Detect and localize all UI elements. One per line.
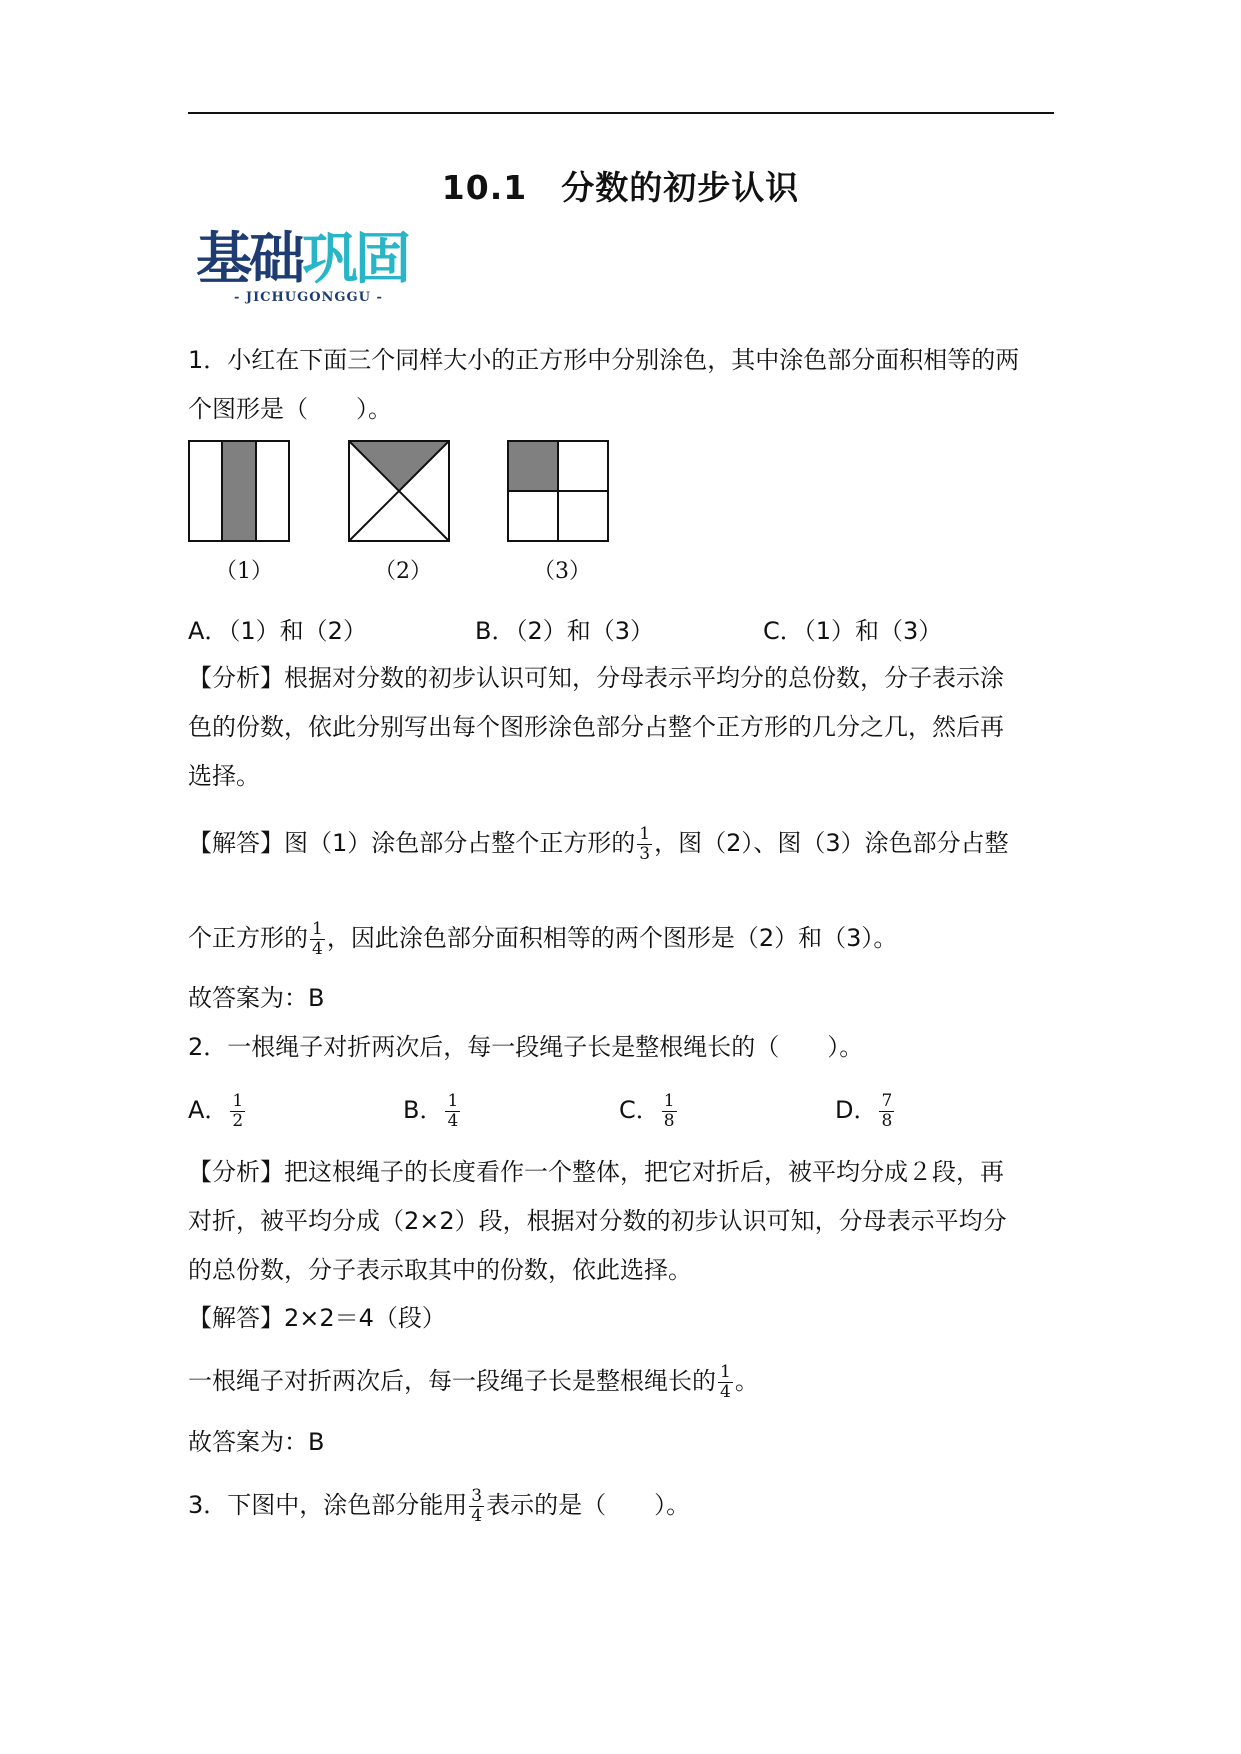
q2-answer-line2	[188, 1352, 759, 1410]
fraction: $\frac{7}{8}$	[881, 1090, 893, 1131]
fraction: $\frac{1}{4}$	[447, 1090, 459, 1131]
page-title	[0, 162, 1241, 209]
q2-analysis-line3: 的总份数，分子表示取其中的份数，依此选择。	[188, 1256, 692, 1284]
q2-line1: 2．一根绳子对折两次后，每一段绳子长是整根绳长的（ ）。	[188, 1033, 864, 1061]
q1-option-a: A．（1）和（2）	[188, 617, 367, 645]
fraction: $\frac{3}{4}$	[471, 1485, 483, 1526]
analysis-label: 【分析】	[188, 1158, 284, 1186]
q2-answer-text1: 2×2＝4（段）	[284, 1304, 446, 1332]
q1-answer-text2a: 个正方形的	[188, 924, 308, 952]
q1-caption-2: （2）	[374, 559, 432, 584]
q1-analysis-line3: 选择。	[188, 762, 260, 790]
q1-analysis-line2: 色的份数，依此分别写出每个图形涂色部分占整个正方形的几分之几，然后再	[188, 713, 1004, 741]
q3-text-a: 3．下图中，涂色部分能用	[188, 1491, 468, 1519]
fraction: $\frac{1}{4}$	[720, 1361, 731, 1402]
q1-analysis-text1: 根据对分数的初步认识可知，分母表示平均分的总份数，分子表示涂	[284, 664, 1004, 692]
logo-text-b: 巩固	[302, 227, 408, 292]
answer-label: 【解答】	[188, 1304, 284, 1332]
q1-caption-3: （3）	[533, 559, 591, 584]
q2-final-answer: 故答案为：B	[188, 1428, 325, 1456]
q1-final-answer: 故答案为：B	[188, 984, 325, 1012]
q1-answer-line1	[188, 814, 1009, 872]
fraction: $\frac{1}{4}$	[312, 918, 323, 959]
fraction: $\frac{1}{3}$	[639, 823, 651, 864]
q2-option-a: A． $\frac{1}{2}$	[188, 1090, 244, 1131]
q1-figure-3	[507, 440, 609, 542]
title-number: 10.1	[441, 168, 528, 207]
title-text: 分数的初步认识	[561, 168, 800, 207]
logo-text-a: 基础	[196, 227, 302, 292]
q2-answer-line1	[188, 1303, 446, 1333]
fraction: $\frac{1}{2}$	[232, 1090, 244, 1131]
q2-option-d: D． $\frac{7}{8}$	[835, 1090, 893, 1131]
q3-line1	[188, 1476, 690, 1534]
section-logo	[196, 228, 416, 308]
q1-option-c: C．（1）和（3）	[763, 617, 943, 645]
q1-figure-2	[348, 440, 450, 542]
q1-answer-text2b: ，因此涂色部分面积相等的两个图形是（2）和（3）。	[326, 924, 898, 952]
shaded-triangle	[349, 441, 449, 491]
answer-label: 【解答】	[188, 829, 284, 857]
q2-analysis-line1	[188, 1157, 1004, 1187]
q1-caption-1: （1）	[215, 559, 273, 584]
q2-answer-text2b: 。	[734, 1367, 759, 1395]
q2-answer-text2a: 一根绳子对折两次后，每一段绳子长是整根绳长的	[188, 1367, 716, 1395]
fraction: $\frac{1}{8}$	[663, 1090, 675, 1131]
logo-subtitle: - JICHUGONGGU -	[234, 290, 383, 305]
q1-option-b: B．（2）和（3）	[475, 617, 655, 645]
header-rule	[188, 112, 1054, 114]
q1-line1: 1．小红在下面三个同样大小的正方形中分别涂色，其中涂色部分面积相等的两	[188, 346, 1020, 374]
q3-text-b: 表示的是（ ）。	[486, 1491, 691, 1519]
q1-answer-text1b: ，图（2）、图（3）涂色部分占整	[654, 829, 1009, 857]
q2-option-c: C． $\frac{1}{8}$	[619, 1090, 675, 1131]
q1-answer-text1a: 图（1）涂色部分占整个正方形的	[284, 829, 636, 857]
shaded-strip	[222, 441, 256, 541]
q1-analysis-line1	[188, 663, 1004, 693]
logo-text	[196, 228, 408, 292]
q1-line2: 个图形是（ ）。	[188, 395, 392, 423]
analysis-label: 【分析】	[188, 664, 284, 692]
q2-analysis-line2: 对折，被平均分成（2×2）段，根据对分数的初步认识可知，分母表示平均分	[188, 1207, 1007, 1235]
q2-option-b: B． $\frac{1}{4}$	[403, 1090, 459, 1131]
q1-figure-1	[188, 440, 290, 542]
q1-answer-line2	[188, 909, 897, 967]
shaded-square	[508, 441, 558, 491]
q2-analysis-text1: 把这根绳子的长度看作一个整体，把它对折后，被平均分成２段，再	[284, 1158, 1004, 1186]
